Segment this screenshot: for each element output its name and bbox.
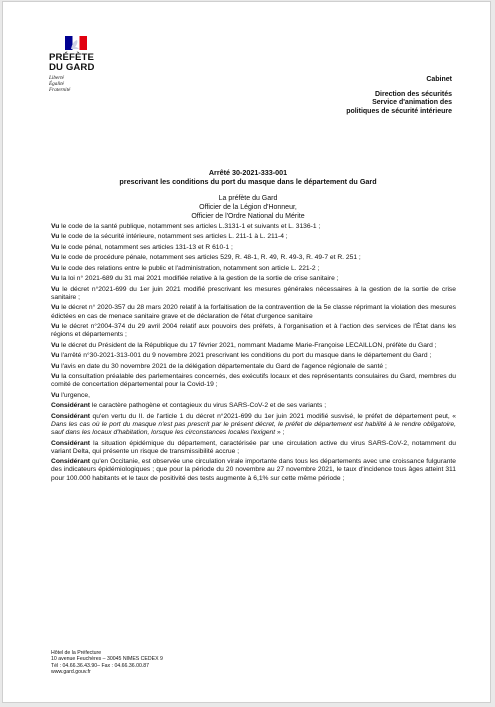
paragraph-lead: Vu <box>51 362 60 370</box>
decree-paragraph <box>51 244 456 252</box>
dept-line: politiques de sécurité intérieure <box>346 107 452 115</box>
paragraph-text: l'avis en date du 30 novembre 2021 de la délégation départementale du Gard de l'agence régionale de santé ; <box>59 362 387 370</box>
decree-paragraph <box>51 233 456 241</box>
paragraph-lead: Considérant <box>51 458 91 466</box>
decree-paragraph <box>51 440 456 457</box>
prefect-intro <box>43 195 453 221</box>
dept-line: Service d'animation des <box>372 99 452 107</box>
logo-title-line1: PRÉFÈTE <box>49 52 94 63</box>
paragraph-lead: Vu <box>51 275 60 283</box>
decree-paragraph <box>51 223 456 231</box>
decree-subject: prescrivant les conditions du port du masque dans le département du Gard <box>119 177 377 187</box>
paragraph-lead: Vu <box>51 323 60 330</box>
decree-number: Arrêté 30-2021-333-001 <box>208 168 288 177</box>
motto-line: Égalité <box>49 81 64 88</box>
paragraph-text: qu'en Occitanie, est observée une circulation virale importante dans tous les départements avec une croissance fulgurante des indicateurs épidémiologiques ; que pour la période du 20 novembre au 27 novembre 2021, le taux d'incidence tous âges atteint 311 pour 100.000 habitants et le taux de positivité des tests augmente à 6,1% sur cette même période ; <box>51 458 456 482</box>
footer-line: 10 avenue Feuchères – 30045 NIMES CEDEX 9 <box>51 656 163 663</box>
decree-paragraph <box>51 342 456 350</box>
paragraph-lead: Considérant <box>51 439 91 447</box>
decree-body <box>51 223 456 485</box>
paragraph-text: la loi n° 2021-689 du 31 mai 2021 modifiée relative à la gestion de la sortie de crise sanitaire ; <box>59 275 339 283</box>
paragraph-lead: Vu <box>51 373 60 380</box>
intro-line: Officier de l'Ordre National du Mérite <box>191 212 305 220</box>
decree-paragraph <box>51 363 456 371</box>
dept-line: Direction des sécurités <box>374 90 452 98</box>
paragraph-lead: Vu <box>51 304 60 312</box>
decree-paragraph <box>51 352 456 360</box>
paragraph-lead: Vu <box>51 264 60 272</box>
paragraph-text: l'urgence, <box>59 391 90 399</box>
intro-line: La préfète du Gard <box>218 195 278 202</box>
decree-paragraph <box>51 323 456 340</box>
paragraph-text: le décret n°2021-699 du 1er juin 2021 modifié prescrivant les mesures générales nécessaires à la gestion de la sortie de crise sanitaire ; <box>51 285 456 301</box>
paragraph-text: le décret n°2004-374 du 29 avril 2004 relatif aux pouvoirs des préfets, à l'organisation et à l'action des services de l'État dans les régions et départements ; <box>51 323 456 339</box>
decree-paragraph <box>51 265 456 273</box>
prefecture-logo <box>49 36 129 94</box>
footer-line: Tél : 04.66.36.43.90– Fax : 04.66.36.00.87 <box>51 662 150 669</box>
paragraph-lead: Vu <box>51 352 60 360</box>
paragraph-text: le décret du Président de la République du 17 février 2021, nommant Madame Marie-Françoise LECAILLON, préfète du Gard ; <box>59 341 437 349</box>
paragraph-quote: Dans les cas où le port du masque n'est pas prescrit par le présent décret, le préfet de département est habilité à le rendre obligatoire, sauf dans les locaux d'habitation, lorsque les circonstances locales l'exigent <box>51 420 456 437</box>
decree-paragraph <box>51 254 456 262</box>
paragraph-text: le caractère pathogène et contagieux du virus SARS-CoV-2 et de ses variants ; <box>90 402 327 410</box>
decree-paragraph <box>51 286 456 303</box>
paragraph-lead: Vu <box>51 254 60 262</box>
paragraph-text: le code pénal, notamment ses articles 131-13 et R 610-1 ; <box>59 243 233 251</box>
motto-line: Fraternité <box>49 87 71 94</box>
paragraph-text: le code de la sécurité intérieure, notamment ses articles L. 211-1 à L. 211-4 ; <box>59 233 288 241</box>
decree-paragraph <box>51 402 456 410</box>
paragraph-text: le code de la santé publique, notamment ses articles L.3131-1 et suivants et L. 3136-1 ; <box>59 223 321 230</box>
paragraph-text: la consultation préalable des parlementaires concernés, des exécutifs locaux et des représentants consulaires du Gard, membres du comité de concertation départemental pour la Covid-19 ; <box>51 373 456 389</box>
marianne-flag-icon <box>65 36 87 50</box>
paragraph-lead: Vu <box>51 391 60 399</box>
department-block <box>252 76 452 116</box>
footer-link[interactable]: www.gard.gouv.fr <box>51 668 91 675</box>
paragraph-lead: Vu <box>51 341 60 349</box>
decree-paragraph <box>51 392 456 400</box>
logo-motto <box>49 75 129 94</box>
paragraph-text: la situation épidémique du département, caractérisée par une circulation active du virus SARS-CoV-2, notamment du variant Delta, qui présente un risque de transmissibilité accrue ; <box>51 439 456 455</box>
paragraph-lead: Vu <box>51 243 60 251</box>
paragraph-tail: » ; <box>275 429 285 437</box>
logo-title-line2: DU GARD <box>49 62 95 73</box>
decree-title <box>43 168 453 187</box>
paragraph-text: le décret n° 2020-357 du 28 mars 2020 relatif à la forfaitisation de la contravention de la 5e classe réprimant la violation des mesures édictées en cas de menace sanitaire grave et de déclaration de l'état d'urgence sanitaire <box>51 304 456 320</box>
decree-paragraph <box>51 413 456 438</box>
paragraph-lead: Considérant <box>51 412 91 420</box>
intro-line: Officier de la Légion d'Honneur, <box>199 203 297 211</box>
paragraph-text: le code de procédure pénale, notamment ses articles 529, R. 48-1, R. 49, R. 49-3, R. 49-7 et R. 251 ; <box>59 254 361 262</box>
address-footer <box>51 650 251 675</box>
dept-cabinet: Cabinet <box>426 76 452 83</box>
decree-paragraph <box>51 275 456 283</box>
decree-paragraph <box>51 373 456 390</box>
paragraph-lead: Vu <box>51 285 60 293</box>
decree-paragraph <box>51 458 456 483</box>
paragraph-lead: Vu <box>51 223 60 230</box>
motto-line: Liberté <box>49 75 64 81</box>
paragraph-text: le code des relations entre le public et l'administration, notamment son article L. 221-2 ; <box>59 264 320 272</box>
document-page <box>2 1 491 703</box>
decree-paragraph <box>51 304 456 321</box>
paragraph-text: l'arrêté n°30-2021-313-001 du 9 novembre 2021 prescrivant les conditions du port du masque dans le département du Gard ; <box>59 352 432 360</box>
paragraph-text: qu'en vertu du II. de l'article 1 du décret n°2021-699 du 1er juin 2021 modifié susvisé, le préfet de département peut, « <box>90 412 456 420</box>
paragraph-lead: Considérant <box>51 402 91 410</box>
footer-line: Hôtel de la Préfecture <box>51 650 102 656</box>
paragraph-lead: Vu <box>51 233 60 241</box>
